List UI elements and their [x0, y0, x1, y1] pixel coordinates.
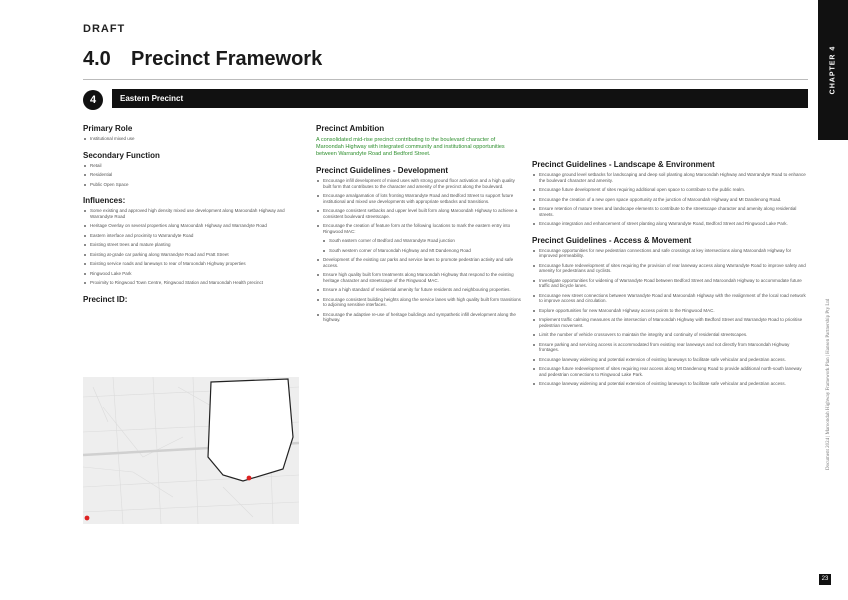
section-number: 4.0 — [83, 48, 111, 70]
list-item: Development of the existing car parks and service lanes to promote pedestrian activity and safe access. — [316, 257, 521, 268]
list-item: Institutional mixed use — [83, 136, 298, 142]
list-item: Limit the number of vehicle crossovers to maintain the integrity and continuity of residential streetscapes. — [532, 332, 807, 338]
list-item: Encourage the adaptive re-use of heritage buildings and sympathetic infill development along the highway. — [316, 312, 521, 323]
left-column — [83, 124, 298, 307]
title-divider — [83, 79, 808, 80]
list-item: Proximity to Ringwood Town Centre, Ringwood Station and Maroondah Health precinct — [83, 280, 298, 286]
list-item: Retail — [83, 163, 298, 169]
list-item: Residential — [83, 172, 298, 178]
precinct-number-badge: 4 — [83, 90, 103, 110]
ambition-heading: Precinct Ambition — [316, 124, 385, 133]
list-item: Encourage future development of sites requiring additional open space to contribute to the public realm. — [532, 187, 807, 193]
list-item: Ensure parking and servicing access is accommodated from existing rear laneways and not directly from Maroondah Highway frontages. — [532, 342, 807, 353]
footer-side-text: Document 2024 | Maroondah Highway Framework Plan | Hansen Partnership Pty Ltd — [826, 298, 831, 470]
ambition-text: A consolidated mid-rise precinct contributing to the boulevard character of Maroondah Highway with integrated community and institutional opportunities between Warrandyte Road and Bedford Street. — [316, 137, 505, 157]
list-item: Encourage future redevelopment of sites requiring the provision of rear laneway access along Warrandyte Road to improve safety and amenity for pedestrians and cyclists. — [532, 263, 807, 274]
list-subitem: South western corner of Maroondah Highway and Mt Dandenong Road — [316, 248, 521, 254]
list-item: Encourage the creation of a new open space opportunity at the junction of Maroondah Highway and Mt Dandenong Road. — [532, 197, 807, 203]
influences-heading: Influences: — [83, 196, 126, 205]
list-item: Heritage Overlay on several properties along Maroondah Highway and Warrandyte Road — [83, 223, 298, 229]
list-item: Eastern interface and proximity to Warrandyte Road — [83, 233, 298, 239]
landscape-heading: Precinct Guidelines - Landscape & Environment — [532, 160, 715, 169]
list-item: Public Open Space — [83, 182, 298, 188]
development-list — [316, 178, 521, 323]
list-item: Encourage the creation of feature form at the following locations to mark the eastern entry into Ringwood MAC: — [316, 223, 521, 234]
list-item: Ensure retention of mature trees and landscape elements to contribute to the streetscape character and amenity along residential streets. — [532, 206, 807, 217]
list-item: Existing service roads and laneways to rear of Maroondah Highway properties — [83, 261, 298, 267]
list-subitem: South eastern corner of Bedford and Warrandyte Road junction — [316, 238, 521, 244]
site-marker-1 — [247, 476, 252, 481]
list-item: Some existing and approved high density mixed use development along Maroondah Highway and Warrandyte Road — [83, 208, 298, 219]
list-item: Encourage future redevelopment of sites requiring rear access along Mt Dandenong Road to provide additional north-south laneway and pedestrian connections to Ringwood Lake Park. — [532, 366, 807, 377]
precinct-id-heading: Precinct ID: — [83, 294, 128, 304]
list-item: Encourage new street connections between Warrandyte Road and Maroondah Highway with the realignment of the local road network to improve access and circulation. — [532, 293, 807, 304]
list-item: Existing street trees and mature planting — [83, 242, 298, 248]
right-column — [532, 160, 807, 391]
landscape-list — [532, 172, 807, 227]
precinct-name-bar: Eastern Precinct — [112, 89, 808, 108]
list-item: Investigate opportunities for widening of Warrandyte Road between Bedford Street and Maroondah Highway to accommodate future traffic and bicycle lanes. — [532, 278, 807, 289]
list-item: Encourage infill development of mixed uses with strong ground floor activation and a high quality built form that contributes to the character and amenity of the precinct along the boulevard. — [316, 178, 521, 189]
precinct-location-map — [83, 377, 299, 524]
secondary-function-list — [83, 163, 298, 188]
page-title — [83, 48, 322, 71]
list-item: Existing at-grade car parking along Warrandyte Road and Pratt Street — [83, 252, 298, 258]
list-item: Encourage amalgamation of lots fronting Warrandyte Road and Bedford Street to support future institutional and mixed use developments with appropriate setbacks and transitions. — [316, 193, 521, 204]
site-marker-2 — [85, 516, 90, 521]
primary-role-list — [83, 136, 298, 142]
access-heading: Precinct Guidelines - Access & Movement — [532, 235, 692, 245]
list-item: Ringwood Lake Park — [83, 271, 298, 277]
precinct-map-svg — [83, 377, 299, 524]
list-item: Encourage consistent setbacks and upper level built form along Maroondah Highway to achieve a consistent boulevard streetscape. — [316, 208, 521, 219]
list-item: Encourage consistent building heights along the service lanes with high quality built form transitions to adjoining sensitive interfaces. — [316, 297, 521, 308]
access-list — [532, 248, 807, 387]
list-item: Explore opportunities for new Maroondah Highway access points to the Ringwood MAC. — [532, 308, 807, 314]
list-item: Encourage laneway widening and potential extension of existing laneways to facilitate safe vehicular and pedestrian access. — [532, 381, 807, 387]
middle-column — [316, 124, 521, 327]
precinct-boundary — [208, 379, 293, 481]
list-item: Encourage integration and enhancement of street planting along Warrandyte Road, Bedford Street and Ringwood Lake Park. — [532, 221, 807, 227]
list-item: Ensure a high standard of residential amenity for future residents and neighbouring properties. — [316, 287, 521, 293]
section-title: Precinct Framework — [131, 48, 323, 70]
list-item: Encourage ground level setbacks for landscaping and deep soil planting along Maroondah Highway and Warrandyte Road to enhance the boulevard character and amenity. — [532, 172, 807, 183]
list-item: Implement traffic calming measures at the intersection of Maroondah Highway with Bedford Street and Warrandyte Road to prioritise pedestrian movement. — [532, 317, 807, 328]
draft-label: DRAFT — [83, 23, 126, 35]
development-heading: Precinct Guidelines - Development — [316, 166, 449, 175]
chapter-tab — [818, 0, 848, 140]
influences-list — [83, 208, 298, 286]
secondary-function-heading: Secondary Function — [83, 150, 160, 160]
primary-role-heading: Primary Role — [83, 124, 133, 133]
chapter-label: CHAPTER 4 — [829, 45, 837, 95]
page-number: 23 — [819, 574, 831, 585]
list-item: Ensure high quality built form treatments along Maroondah Highway that respond to the existing heritage character and streetscape of the Ringwood MAC. — [316, 272, 521, 283]
list-item: Encourage opportunities for new pedestrian connections and safe crossings at key intersections along Maroondah Highway for improved permeability. — [532, 248, 807, 259]
list-item: Encourage laneway widening and potential extension of existing laneways to facilitate safe vehicular and pedestrian access. — [532, 357, 807, 363]
